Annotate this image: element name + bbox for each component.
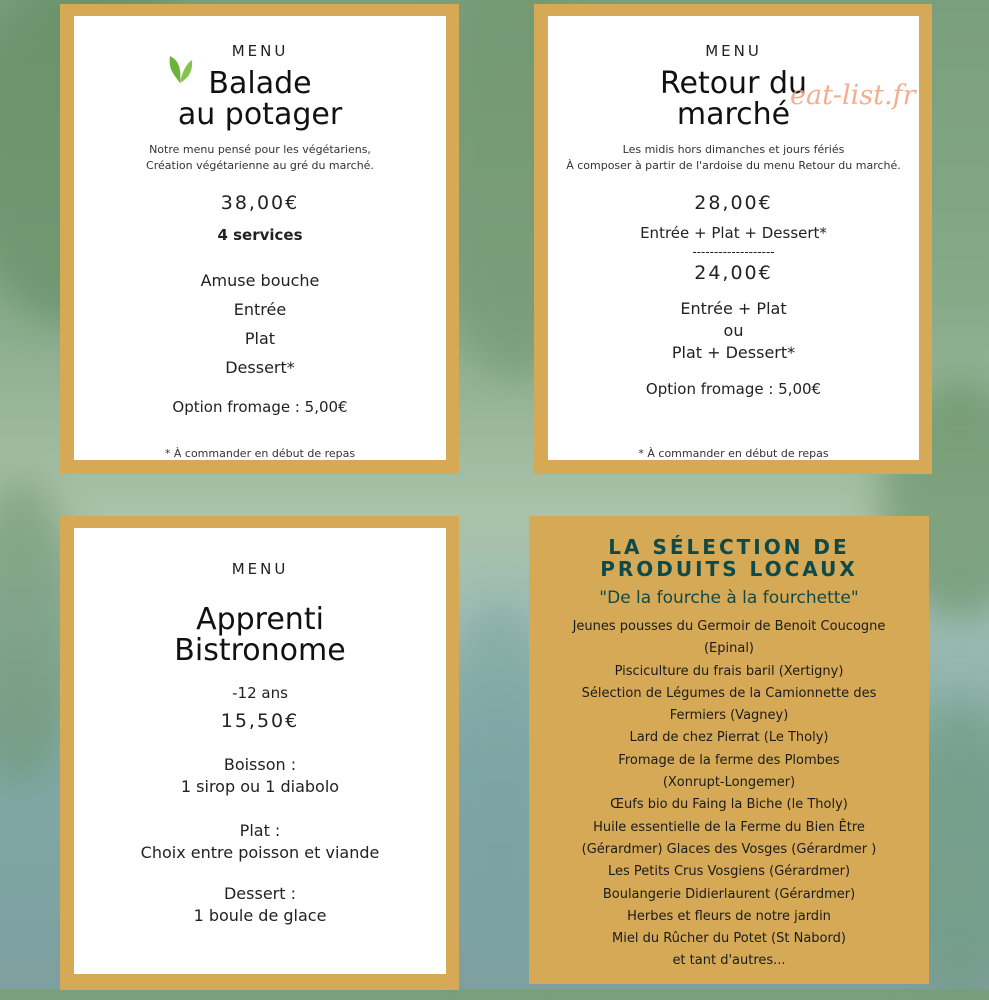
menu-label: MENU	[231, 560, 289, 578]
menu-description-line: Notre menu pensé pour les végétariens,	[149, 143, 371, 156]
list-item: et tant d'autres...	[672, 953, 786, 969]
list-item: Jeunes pousses du Germoir de Benoit Coucogne	[572, 619, 886, 634]
formula-two-courses	[548, 298, 919, 364]
menu-card-balade	[74, 16, 446, 460]
list-item: Pisciculture du frais baril (Xertigny)	[614, 663, 844, 679]
site-watermark: eat-list.fr	[790, 80, 916, 111]
list-item: Fromage de la ferme des Plombes	[618, 752, 840, 768]
cheese-option: Option fromage : 5,00€	[645, 380, 822, 398]
local-products-list	[529, 616, 929, 973]
menu-price: 15,50€	[220, 710, 300, 732]
menu-price: 24,00€	[694, 262, 773, 284]
list-item: Sélection de Légumes de la Camionnette des	[581, 685, 877, 701]
heading-line: LA SÉLECTION DE	[608, 535, 850, 559]
local-products-heading	[529, 536, 929, 580]
list-item: Œufs bio du Faing la Biche (le Tholy)	[610, 797, 848, 813]
price-separator: -------------------	[692, 245, 775, 259]
menu-title-line: marché	[676, 97, 791, 132]
local-products-panel	[529, 516, 929, 984]
menu-title-line: Apprenti	[196, 602, 324, 637]
course-item: Plat	[244, 329, 276, 348]
order-note: * À commander en début de repas	[638, 447, 829, 460]
order-note: * À commander en début de repas	[164, 447, 356, 460]
course-list	[74, 266, 446, 382]
menu-description-line: À composer à partir de l'ardoise du menu Retour du marché.	[566, 159, 901, 172]
formula-line: ou	[723, 321, 744, 340]
dessert-label: Dessert :	[223, 884, 296, 903]
formula-line: Entrée + Plat	[680, 299, 787, 318]
drink-label: Boisson :	[223, 755, 297, 774]
menu-price: 28,00€	[694, 192, 773, 214]
heading-line: PRODUITS LOCAUX	[600, 557, 858, 581]
leaf-icon	[166, 50, 194, 84]
dessert-value: 1 boule de glace	[193, 906, 327, 925]
menu-title-line: au potager	[177, 97, 343, 132]
menu-card-apprenti	[74, 528, 446, 974]
menu-description	[74, 142, 446, 174]
drink-value: 1 sirop ou 1 diabolo	[180, 777, 340, 796]
list-item: (Epinal)	[703, 641, 755, 657]
list-item: Miel du Rûcher du Potet (St Nabord)	[612, 931, 846, 947]
menu-description	[548, 142, 919, 174]
list-item: Boulangerie Didierlaurent (Gérardmer)	[602, 886, 856, 902]
main-value: Choix entre poisson et viande	[140, 843, 380, 862]
menu-price: 38,00€	[220, 192, 300, 214]
cheese-option: Option fromage : 5,00€	[172, 398, 348, 416]
menu-title-line: Balade	[208, 66, 312, 101]
services-count: 4 services	[217, 226, 303, 244]
age-limit: -12 ans	[232, 684, 288, 702]
list-item: (Gérardmer) Glaces des Vosges (Gérardmer )	[581, 841, 877, 857]
menu-title-line: Retour du	[659, 66, 807, 101]
list-item: Herbes et fleurs de notre jardin	[627, 908, 831, 924]
menu-title	[74, 604, 446, 666]
list-item: Huile essentielle de la Ferme du Bien Être	[593, 819, 865, 835]
list-item: Lard de chez Pierrat (Le Tholy)	[629, 730, 829, 746]
list-item: Fermiers (Vagney)	[669, 708, 789, 724]
list-item: (Xonrupt-Longemer)	[662, 775, 796, 791]
menu-title-line: Bistronome	[174, 633, 346, 668]
local-products-subheading: "De la fourche à la fourchette"	[599, 588, 859, 608]
main-section	[74, 820, 446, 864]
menu-title	[74, 68, 446, 130]
dessert-section	[74, 883, 446, 927]
formula-line: Plat + Dessert*	[671, 343, 796, 362]
drink-section	[74, 754, 446, 798]
course-item: Amuse bouche	[200, 271, 320, 290]
menu-description-line: Création végétarienne au gré du marché.	[146, 159, 374, 172]
list-item: Les Petits Crus Vosgiens (Gérardmer)	[607, 864, 851, 880]
menu-description-line: Les midis hors dimanches et jours fériés	[622, 143, 845, 156]
menu-label: MENU	[705, 42, 762, 60]
course-item: Dessert*	[225, 358, 295, 377]
course-item: Entrée	[233, 300, 287, 319]
formula-three-courses: Entrée + Plat + Dessert*	[640, 224, 827, 242]
menu-label: MENU	[231, 42, 289, 60]
main-label: Plat :	[239, 821, 281, 840]
